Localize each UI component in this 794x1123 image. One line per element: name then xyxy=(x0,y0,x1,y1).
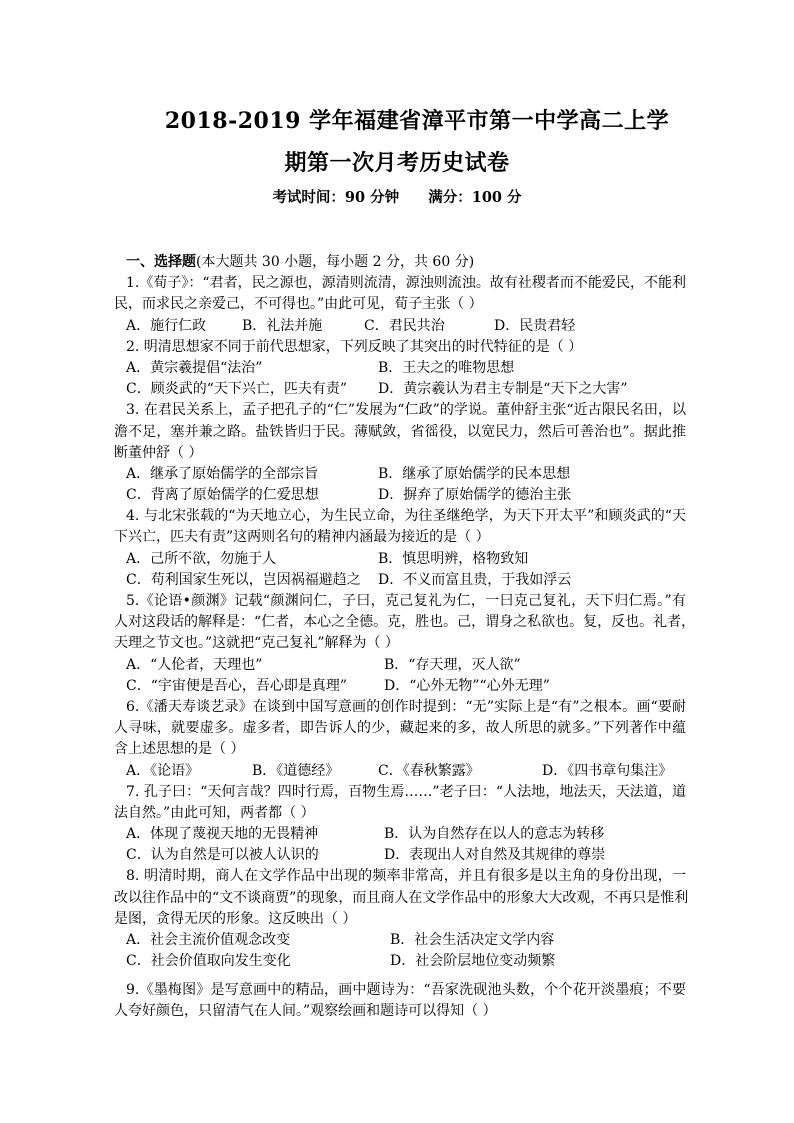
option-a[interactable]: A．“人伦者，天理也” xyxy=(126,656,263,673)
question-text: 人寻味，就要虚多。虚多者，即告诉人的少，藏起来的多，故人所思的就多。”下列著作中蕴 xyxy=(114,720,686,737)
question-text: 民，而求民之亲爱己，不可得也。”由此可见，荀子主张（ ） xyxy=(114,296,483,313)
exam-meta xyxy=(0,186,794,207)
question-2 xyxy=(114,337,686,401)
question-text: 含上述思想的是（ ） xyxy=(114,741,245,758)
full-score: 满分：100 分 xyxy=(428,189,522,206)
options-row xyxy=(114,845,686,866)
option-d[interactable]: D．社会阶层地位变动频繁 xyxy=(390,953,556,970)
option-c[interactable]: C．认为自然是可以被人认识的 xyxy=(126,847,319,864)
question-text: 1.《荀子》：“君者，民之源也，源清则流清，源浊则流浊。故有社稷者而不能爱民，不能利 xyxy=(126,275,686,292)
question-4 xyxy=(114,506,686,591)
options-row xyxy=(114,358,686,379)
question-text: 3. 在君民关系上，孟子把孔子的“仁”发展为“仁政”的学说。董仲舒主张“近古限民名田，以 xyxy=(126,402,686,419)
exam-title-line1: 2018-2019 学年福建省漳平市第一中学高二上学 xyxy=(164,108,670,134)
options-row xyxy=(114,824,686,845)
options-row xyxy=(114,655,686,676)
option-b[interactable]: B．礼法并施 xyxy=(242,317,323,334)
option-c[interactable]: C．《春秋繁露》 xyxy=(378,762,480,779)
question-9 xyxy=(114,980,686,1022)
option-d[interactable]: D．表现出人对自然及其规律的尊崇 xyxy=(384,847,606,864)
section-desc: (本大题共 30 小题，每小题 2 分，共 60 分) xyxy=(196,254,475,270)
option-a[interactable]: A．施行仁政 xyxy=(126,317,207,334)
option-d[interactable]: D．民贵君轻 xyxy=(494,317,576,334)
exam-time: 考试时间：90 分钟 xyxy=(272,189,400,206)
option-c[interactable]: C．苟利国家生死以，岂因祸福避趋之 xyxy=(126,571,361,588)
question-text: 5.《论语•颜渊》记载“颜渊问仁，子曰，克己复礼为仁，一曰克己复礼，天下归仁焉。”有 xyxy=(126,593,686,609)
option-b[interactable]: B．认为自然存在以人的意志为转移 xyxy=(384,826,605,843)
option-a[interactable]: A．《论语》 xyxy=(126,762,200,779)
option-d[interactable]: D．“心外无物”“心外无理” xyxy=(384,677,550,694)
option-c[interactable]: C．顾炎武的“天下兴亡，匹夫有责” xyxy=(126,381,348,398)
option-b[interactable]: B．社会生活决定文学内容 xyxy=(390,932,555,948)
question-text: 4. 与北宋张载的“为天地立心，为生民立命，为往圣继绝学，为天下开太平”和顾炎武的“天 xyxy=(126,508,686,525)
options-row xyxy=(114,676,686,697)
questions-block xyxy=(114,252,696,972)
question-3 xyxy=(114,400,686,506)
question-text: 2. 明清思想家不同于前代思想家，下列反映了其突出的时代特征的是（ ） xyxy=(126,338,583,355)
question-text: 8. 明清时期，商人在文学作品中出现的频率非常高，并且有很多是以主角的身份出现，一 xyxy=(126,868,686,885)
option-d[interactable]: D．不义而富且贵，于我如浮云 xyxy=(378,571,572,588)
option-b[interactable]: B．“存天理，灭人欲” xyxy=(384,656,521,673)
question-8 xyxy=(114,866,689,972)
options-row xyxy=(114,549,686,570)
option-a[interactable]: A．黄宗羲提倡“法治” xyxy=(126,359,263,376)
options-row xyxy=(114,761,686,782)
options-row xyxy=(114,930,686,951)
option-a[interactable]: A．己所不欲，勿施于人 xyxy=(126,550,277,567)
option-d[interactable]: D．黄宗羲认为君主专制是“天下之大害” xyxy=(378,381,628,398)
options-row xyxy=(114,951,686,972)
question-text: 是图，贪得无厌的形象。这反映出（ ） xyxy=(114,910,357,927)
question-text: 断董仲舒（ ） xyxy=(114,444,203,461)
question-text: 澹不足，塞并兼之路。盐铁皆归于民。薄赋敛，省徭役，以宽民力，然后可善治也”。据此推 xyxy=(114,423,686,440)
option-d[interactable]: D．摒弃了原始儒学的德治主张 xyxy=(378,487,572,504)
question-text: 6.《潘天寿谈艺录》在谈到中国写意画的创作时提到：“无”实际上是“有”之根本。画“要耐 xyxy=(126,698,686,715)
question-text: 9.《墨梅图》是写意画中的精品，画中题诗为：“吾家洗砚池头数，个个花开淡墨痕；不要 xyxy=(126,982,686,998)
option-a[interactable]: A．继承了原始儒学的全部宗旨 xyxy=(126,465,319,482)
question-text: 天理之节文也。”这就把“克己复礼”解释为（ ） xyxy=(114,635,399,652)
question-7 xyxy=(114,782,686,867)
option-d[interactable]: D．《四书章句集注》 xyxy=(542,762,673,779)
question-1 xyxy=(114,273,686,337)
question-5 xyxy=(114,591,696,697)
question-text: 改以往作品中的“文不谈商贾”的现象，而且商人在文学作品中的形象大大改观，不再只是惟利 xyxy=(114,889,689,906)
question-text: 下兴亡，匹夫有责”这两则名句的精神内涵最为接近的是（ ） xyxy=(114,529,490,546)
option-b[interactable]: B．王夫之的唯物思想 xyxy=(378,359,515,376)
option-c[interactable]: C．“宇宙便是吾心，吾心即是真理” xyxy=(126,677,348,694)
question-text: 人对这段话的解释是：“仁者，本心之全德。克，胜也。己，谓身之私欲也。复，反也。礼者， xyxy=(114,614,696,631)
option-c[interactable]: C．社会价值取向发生变化 xyxy=(126,953,291,970)
options-row xyxy=(114,316,686,337)
question-text: 人夸好颜色，只留清气在人间。”观察绘画和题诗可以得知（ ） xyxy=(114,1003,497,1020)
question-text: 法自然。”由此可知，两者都（ ） xyxy=(114,804,315,821)
exam-title-line2: 期第一次月考历史试卷 xyxy=(284,150,510,176)
option-b[interactable]: B．继承了原始儒学的民本思想 xyxy=(378,465,571,482)
options-row xyxy=(114,570,686,591)
option-c[interactable]: C．君民共治 xyxy=(364,317,445,334)
option-c[interactable]: C．背离了原始儒学的仁爱思想 xyxy=(126,487,319,504)
question-6 xyxy=(114,697,686,782)
question-text: 7. 孔子曰：“天何言哉？四时行焉，百物生焉……”老子曰：“人法地，地法天，天法道，道 xyxy=(126,783,686,800)
options-row xyxy=(114,379,686,400)
option-b[interactable]: B．慎思明辨，格物致知 xyxy=(378,550,529,567)
option-a[interactable]: A．体现了蔑视天地的无畏精神 xyxy=(126,826,319,843)
option-a[interactable]: A．社会主流价值观念改变 xyxy=(126,932,291,948)
section-header xyxy=(114,252,686,273)
options-row xyxy=(114,464,686,485)
options-row xyxy=(114,485,686,506)
option-b[interactable]: B．《道德经》 xyxy=(252,762,340,779)
section-label: 一、选择题 xyxy=(126,254,196,270)
